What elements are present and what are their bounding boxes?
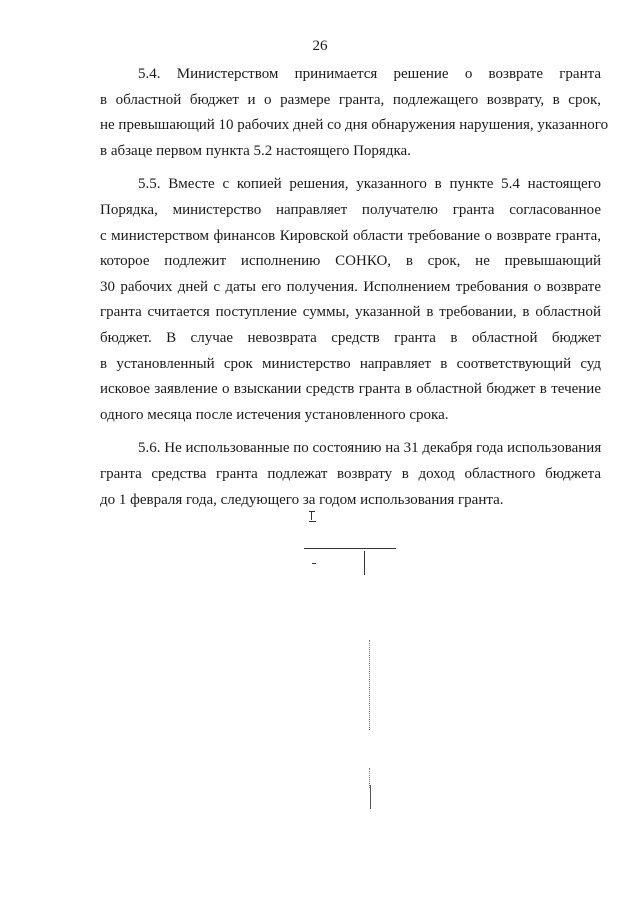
text-line: с министерством финансов Кировской области требование о возврате гранта, [100, 227, 601, 244]
text-line: Порядка, министерство направляет получателю гранта согласованное [100, 201, 601, 218]
text-line: до 1 февраля года, следующего за годом использования гранта. [100, 491, 504, 508]
text-line: гранта считается поступление суммы, указанной в требовании, в областной [100, 304, 601, 321]
page-number: 26 [312, 38, 328, 54]
text-line: не превышающий 10 рабочих дней со дня обнаружения нарушения, указанного [100, 117, 609, 134]
text-line: 5.6. Не использованные по состоянию на 31 декабря года использования [138, 440, 602, 457]
text-line: гранта средства гранта подлежат возврату в доход областного бюджета [100, 465, 601, 482]
document-body [100, 62, 609, 521]
paragraph-5-4 [100, 62, 609, 164]
text-line: исковое заявление о взыскании средств гранта в областной бюджет в течение [100, 381, 601, 398]
text-line: в абзаце первом пункта 5.2 настоящего Порядка. [100, 142, 411, 159]
paragraph-5-6 [100, 436, 601, 513]
text-line: которое подлежит исполнению СОНКО, в срок, не превышающий [100, 253, 601, 270]
paragraph-5-5 [100, 172, 601, 428]
text-line: 30 рабочих дней с даты его получения. Исполнением требования о возврате [100, 278, 601, 295]
text-line: бюджет. В случае невозврата средств гранта в областной бюджет [100, 329, 601, 346]
text-line: одного месяца после истечения установленного срока. [100, 406, 449, 423]
text-line: в областной бюджет и о размере гранта, подлежащего возврату, в срок, [100, 91, 601, 108]
text-line: 5.4. Министерством принимается решение о возврате гранта [138, 66, 601, 82]
text-line: в установленный срок министерство направляет в соответствующий суд [100, 355, 601, 372]
text-line: 5.5. Вместе с копией решения, указанного в пункте 5.4 настоящего [138, 176, 601, 193]
